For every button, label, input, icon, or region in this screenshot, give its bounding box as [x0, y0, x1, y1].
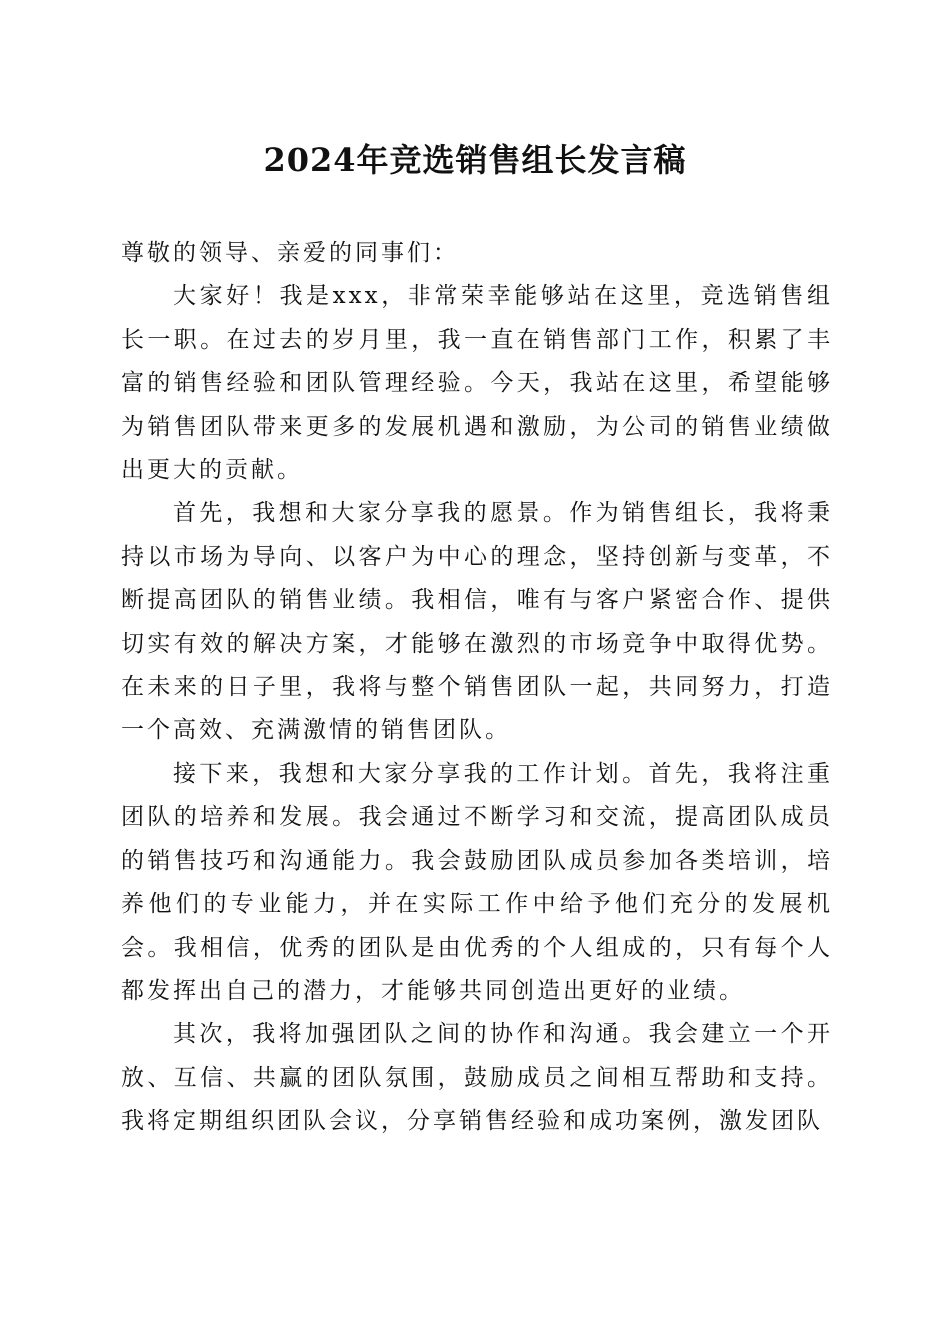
document-title: 2024年竞选销售组长发言稿: [263, 141, 687, 179]
paragraph-collaboration: 其次，我将加强团队之间的协作和沟通。我会建立一个开放、互信、共赢的团队氛围，鼓励成员之间相互帮助和支持。我将定期组织团队会议，分享销售经验和成功案例，激发团队: [121, 1021, 833, 1135]
salutation: 尊敬的领导、亲爱的同事们：: [121, 240, 459, 266]
document-body: [121, 232, 833, 1144]
paragraph-intro: 大家好！我是xxx，非常荣幸能够站在这里，竞选销售组长一职。在过去的岁月里，我一直在销售部门工作，积累了丰富的销售经验和团队管理经验。今天，我站在这里，希望能够为销售团队带来更多的发展机遇和激励，为公司的销售业绩做出更大的贡献。: [121, 283, 833, 484]
paragraph-work-plan: 接下来，我想和大家分享我的工作计划。首先，我将注重团队的培养和发展。我会通过不断学习和交流，提高团队成员的销售技巧和沟通能力。我会鼓励团队成员参加各类培训，培养他们的专业能力，并在实际工作中给予他们充分的发展机会。我相信，优秀的团队是由优秀的个人组成的，只有每个人都发挥出自己的潜力，才能够共同创造出更好的业绩。: [121, 760, 833, 1004]
paragraph-vision: 首先，我想和大家分享我的愿景。作为销售组长，我将秉持以市场为导向、以客户为中心的理念，坚持创新与变革，不断提高团队的销售业绩。我相信，唯有与客户紧密合作、提供切实有效的解决方案，才能够在激烈的市场竞争中取得优势。在未来的日子里，我将与整个销售团队一起，共同努力，打造一个高效、充满激情的销售团队。: [121, 500, 833, 744]
